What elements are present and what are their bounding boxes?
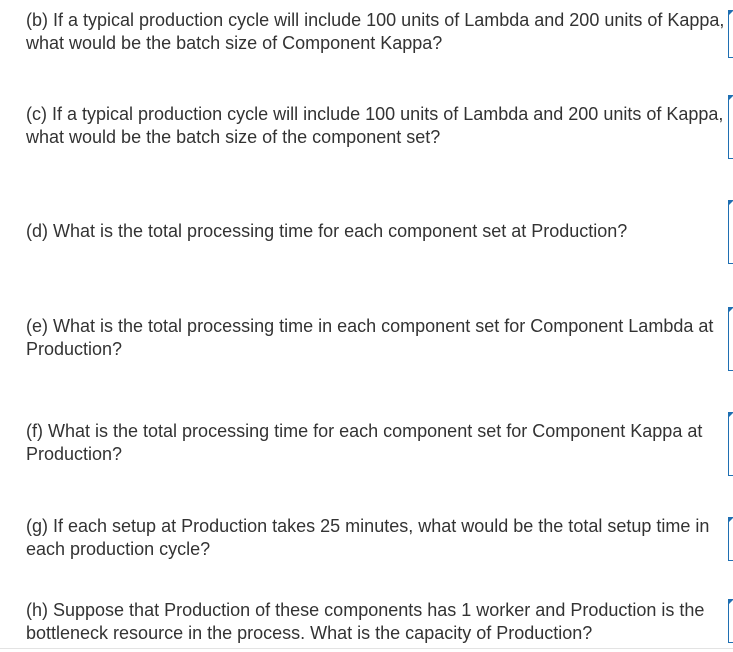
question-e-text: (e) What is the total processing time in each component set for Component Lambda at Production? <box>26 316 714 359</box>
question-d-text: (d) What is the total processing time for each component set at Production? <box>26 221 628 241</box>
answer-field-f[interactable] <box>728 412 733 476</box>
answer-field-c[interactable] <box>728 95 733 159</box>
answer-field-d[interactable] <box>728 200 733 264</box>
question-g-text: (g) If each setup at Production takes 25 minutes, what would be the total setup time in each production cycle? <box>26 516 710 559</box>
question-h-text: (h) Suppose that Production of these components has 1 worker and Production is the bottleneck resource in the process. What is the capacity of Production? <box>26 600 705 643</box>
question-f-text: (f) What is the total processing time for each component set for Component Kappa at Production? <box>26 421 703 464</box>
answer-field-h[interactable] <box>728 599 733 643</box>
question-b-text: (b) If a typical production cycle will include 100 units of Lambda and 200 units of Kappa, what would be the batch size of Component Kappa? <box>26 10 725 53</box>
answer-field-e[interactable] <box>728 307 733 371</box>
answer-field-b[interactable] <box>728 10 733 58</box>
answer-field-g[interactable] <box>728 517 733 561</box>
question-c-text: (c) If a typical production cycle will include 100 units of Lambda and 200 units of Kappa, what would be the batch size of the component set? <box>26 104 724 147</box>
bottom-divider <box>0 648 733 649</box>
